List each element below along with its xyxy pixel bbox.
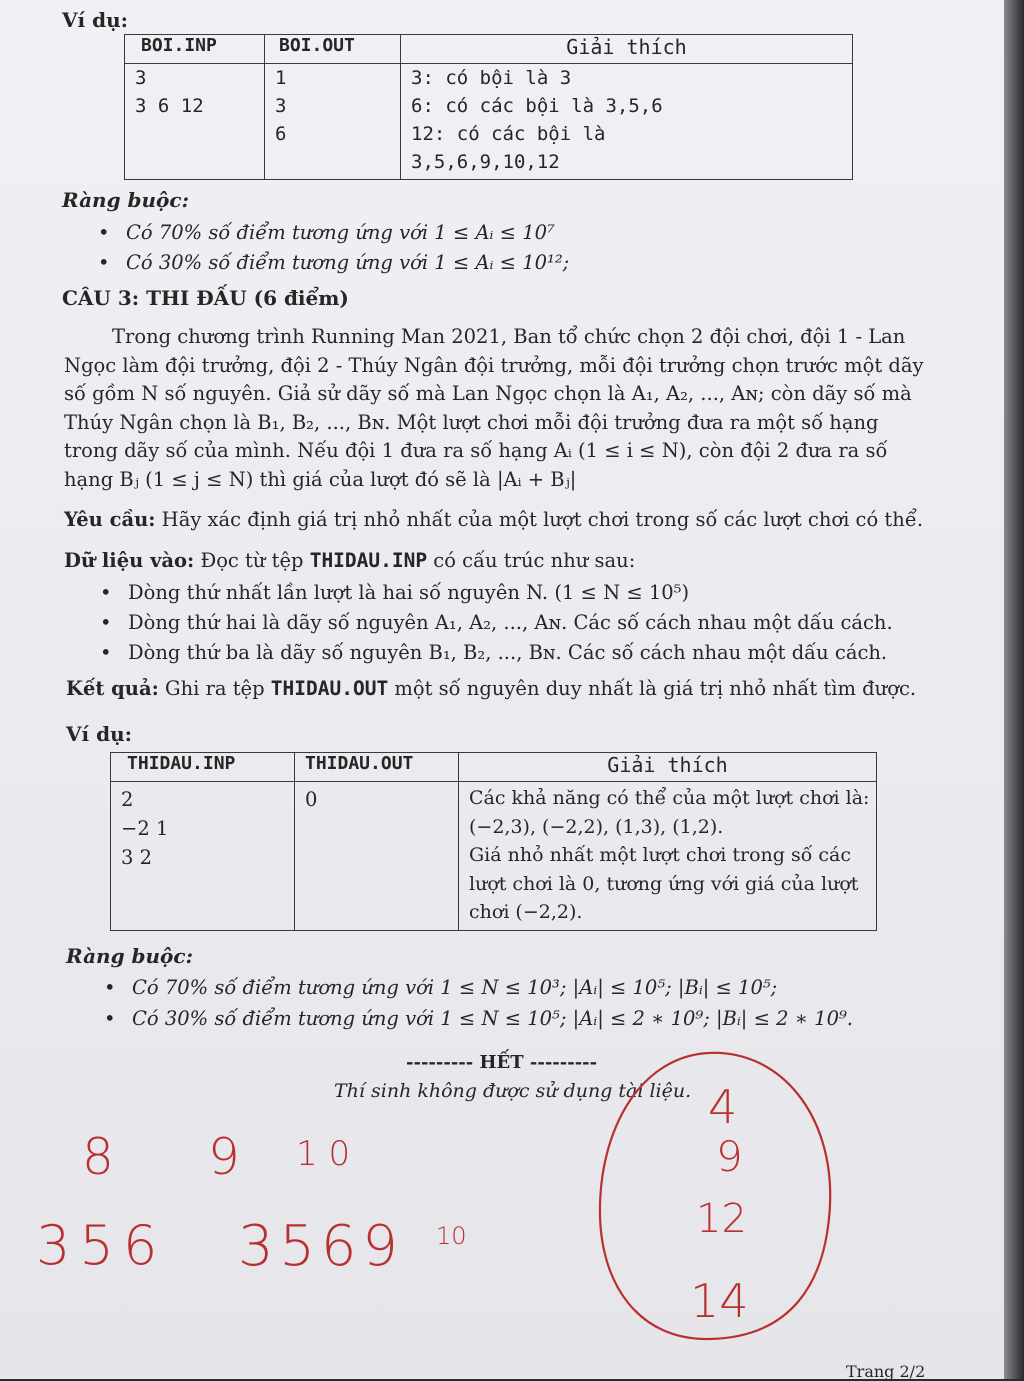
requirement-line: Yêu cầu: Hãy xác định giá trị nhỏ nhất của một lượt chơi trong số các lượt chơi có thể. bbox=[64, 508, 924, 531]
footer-note: Thí sinh không được sử dụng tài liệu. bbox=[334, 1080, 692, 1102]
table-header: THIDAU.INP bbox=[111, 753, 295, 782]
table-header-row bbox=[111, 753, 877, 782]
output-cell: 1 3 6 bbox=[265, 64, 401, 180]
example1-table bbox=[124, 34, 853, 180]
example1-label: Ví dụ: bbox=[62, 8, 128, 32]
end-marker: --------- HẾT --------- bbox=[406, 1052, 598, 1073]
list-item: • Có 30% số điểm tương ứng với 1 ≤ Aᵢ ≤ 10¹²; bbox=[90, 248, 569, 278]
table-header: THIDAU.OUT bbox=[295, 753, 459, 782]
page-number: Trang 2/2 bbox=[846, 1362, 926, 1381]
table-row bbox=[111, 782, 877, 931]
table-header: BOI.INP bbox=[125, 35, 265, 64]
example2-label: Ví dụ: bbox=[66, 722, 132, 746]
problem-paragraph: Trong chương trình Running Man 2021, Ban tổ chức chọn 2 đội chơi, đội 1 - Lan Ngọc làm đội trưởng, đội 2 - Thúy Ngân đội trưởng, mỗi đội trưởng chọn trước một dãy số gồm N số nguyên. Giả sử dãy số mà Lan Ngọc chọn là A₁, A₂, ..., Aɴ; còn dãy số mà Thúy Ngân chọn là B₁, B₂, ..., Bɴ. Một lượt chơi mỗi đội trưởng đưa ra một số hạng trong dãy số của mình. Nếu đội 1 đưa ra số hạng Aᵢ (1 ≤ i ≤ N), còn đội 2 đưa ra số hạng Bⱼ (1 ≤ j ≤ N) thì giá của lượt đó sẽ là |Aᵢ + Bⱼ| bbox=[64, 325, 924, 491]
constraints2-label: Ràng buộc: bbox=[66, 944, 193, 968]
constraints2-list bbox=[96, 972, 853, 1034]
handwritten-sequence: 3 5 6 9 bbox=[238, 1214, 392, 1279]
list-item: • Có 70% số điểm tương ứng với 1 ≤ Aᵢ ≤ 10⁷ bbox=[90, 218, 569, 248]
table-header: BOI.OUT bbox=[265, 35, 401, 64]
explanation-cell: 3: có bội là 3 6: có các bội là 3,5,6 12: có các bội là 3,5,6,9,10,12 bbox=[401, 64, 853, 180]
handwritten-number: 14 bbox=[690, 1274, 749, 1328]
input-description: Dữ liệu vào: Đọc từ tệp THIDAU.INP có cấu trúc như sau: bbox=[64, 549, 636, 572]
handwritten-number: 8 bbox=[82, 1128, 114, 1186]
handwritten-number: 10 bbox=[436, 1222, 467, 1250]
list-item: • Dòng thứ nhất lần lượt là hai số nguyên N. (1 ≤ N ≤ 10⁵) bbox=[92, 578, 893, 608]
question-title: CÂU 3: THI ĐẤU (6 điểm) bbox=[62, 286, 349, 310]
constraints1-label: Ràng buộc: bbox=[62, 188, 189, 212]
list-item: • Dòng thứ hai là dãy số nguyên A₁, A₂, ..., Aɴ. Các số cách nhau một dấu cách. bbox=[92, 608, 893, 638]
constraints1-list bbox=[90, 218, 569, 278]
input-format-list bbox=[92, 578, 893, 668]
table-header: Giải thích bbox=[459, 753, 877, 782]
input-cell: 2 −2 1 3 2 bbox=[111, 782, 295, 931]
list-item: • Có 30% số điểm tương ứng với 1 ≤ N ≤ 10⁵; |Aᵢ| ≤ 2 ∗ 10⁹; |Bᵢ| ≤ 2 ∗ 10⁹. bbox=[96, 1003, 853, 1034]
table-header: Giải thích bbox=[401, 35, 853, 64]
explanation-cell: Các khả năng có thể của một lượt chơi là: (−2,3), (−2,2), (1,3), (1,2). Giá nhỏ nhất một lượt chơi trong số các lượt chơi là 0, tương ứng với giá của lượt chơi (−2,2). bbox=[459, 782, 877, 931]
list-item: • Có 70% số điểm tương ứng với 1 ≤ N ≤ 10³; |Aᵢ| ≤ 10⁵; |Bᵢ| ≤ 10⁵; bbox=[96, 972, 853, 1003]
handwritten-number: 9 bbox=[716, 1132, 743, 1181]
table-header-row bbox=[125, 35, 853, 64]
handwritten-number: 9 bbox=[208, 1128, 240, 1186]
handwritten-sequence: 3 5 6 bbox=[36, 1214, 154, 1277]
photo-edge-shadow bbox=[1004, 0, 1024, 1379]
input-cell: 3 3 6 12 bbox=[125, 64, 265, 180]
output-description: Kết quả: Ghi ra tệp THIDAU.OUT một số nguyên duy nhất là giá trị nhỏ nhất tìm được. bbox=[66, 677, 917, 700]
output-cell: 0 bbox=[295, 782, 459, 931]
example2-table bbox=[110, 752, 877, 931]
handwritten-number: 1 0 bbox=[296, 1134, 351, 1174]
handwritten-number: 4 bbox=[708, 1080, 738, 1134]
table-row bbox=[125, 64, 853, 180]
handwritten-number: 12 bbox=[696, 1196, 747, 1242]
list-item: • Dòng thứ ba là dãy số nguyên B₁, B₂, ..., Bɴ. Các số cách nhau một dấu cách. bbox=[92, 638, 893, 668]
